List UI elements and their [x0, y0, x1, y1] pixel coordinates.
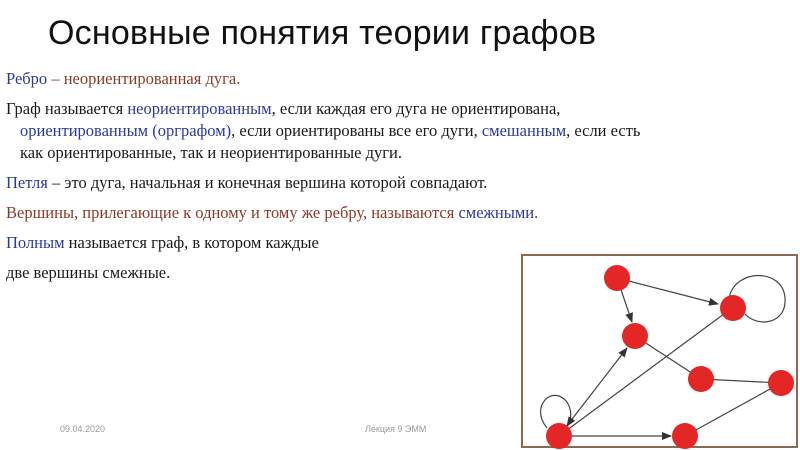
edge-term: Ребро	[6, 69, 48, 88]
complete-graph-definition	[6, 232, 319, 254]
edge-definition-text: – неориентированная дуга.	[47, 69, 241, 88]
vertex-4	[720, 295, 746, 321]
graph-types-definition	[6, 98, 640, 164]
loop-term: Петля	[6, 173, 48, 192]
adjacent-definition-text: Вершины, прилегающие к одному и тому же ребру, называются	[6, 203, 459, 222]
vertex-5	[768, 370, 794, 396]
footer-lecture: Лекция 9 ЭММ	[365, 424, 427, 434]
edge-definition	[6, 68, 240, 90]
complete-definition-line-1: называется граф, в котором каждые	[64, 233, 319, 252]
loop-definition-text: – это дуга, начальная и конечная вершина которой совпадают.	[47, 173, 488, 192]
graph-illustration	[523, 256, 800, 450]
graph-types-line-2	[6, 120, 640, 142]
directed-term: ориентированным (орграфом)	[20, 121, 232, 140]
vertex-6	[546, 423, 572, 449]
graph-illustration-frame	[521, 254, 798, 448]
complete-graph-definition-line-2: две вершины смежные.	[6, 263, 171, 282]
loop-v6	[541, 395, 571, 428]
graph-types-line-3: как ориентированные, так и неориентированные дуги.	[20, 143, 402, 162]
complete-term: Полным	[6, 233, 65, 252]
undirected-term: неориентированным	[127, 99, 272, 118]
adjacent-term: смежными	[458, 203, 535, 222]
vertex-3	[688, 366, 714, 392]
adjacent-definition-end: .	[534, 203, 539, 222]
graph-types-text-4: , если есть	[566, 121, 641, 140]
graph-types-text-3: , если ориентированы все его дуги,	[231, 121, 482, 140]
graph-types-text-1: Граф называется	[6, 99, 128, 118]
adjacent-definition	[6, 202, 538, 224]
graph-types-text-2: , если каждая его дуга не ориентирована,	[271, 99, 561, 118]
mixed-term: смешанным	[481, 121, 567, 140]
vertex-7	[672, 423, 698, 449]
vertex-1	[604, 265, 630, 291]
loop-definition	[6, 172, 487, 194]
footer-date: 09.04.2020	[60, 424, 106, 434]
slide-title: Основные понятия теории графов	[48, 14, 597, 52]
vertex-2	[622, 323, 648, 349]
edge-v1-v4	[617, 278, 718, 304]
